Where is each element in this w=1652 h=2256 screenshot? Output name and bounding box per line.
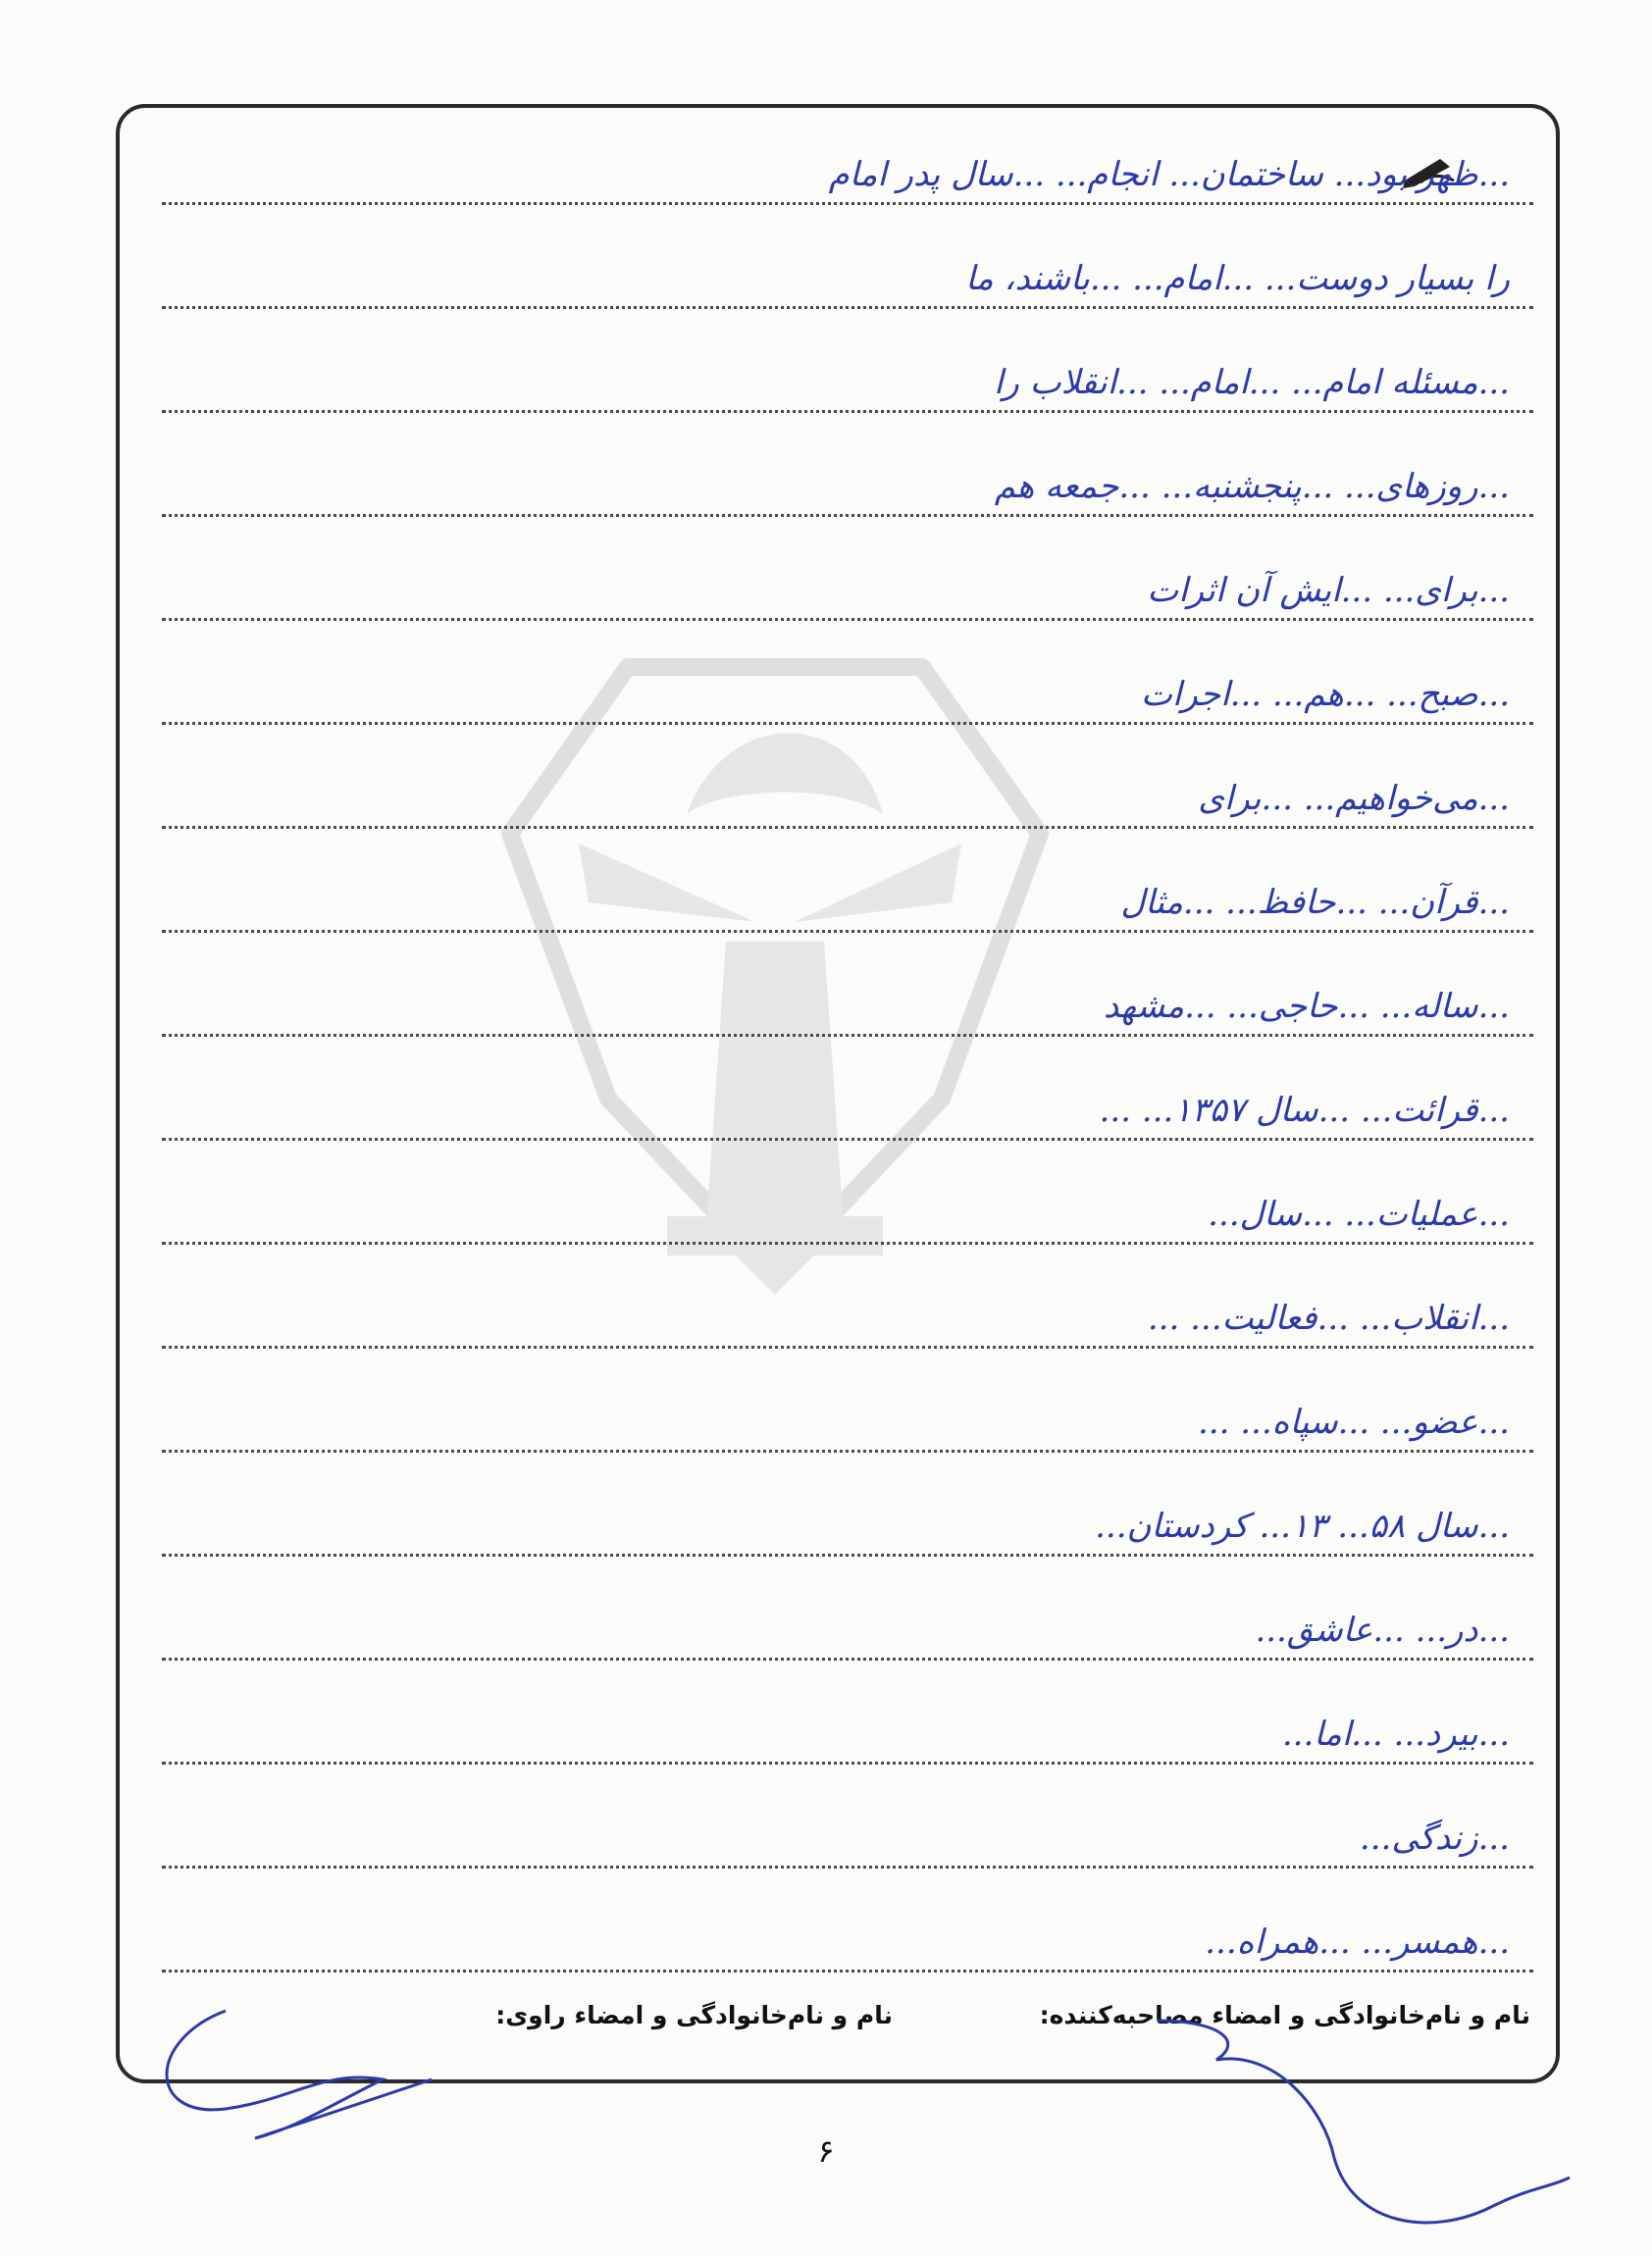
ruled-line <box>162 212 1533 309</box>
handwritten-text: ...همسر... ...همراه... <box>1205 1923 1510 1962</box>
ruled-line <box>162 1875 1533 1973</box>
handwritten-text: ...بیرد... ...اما... <box>1281 1715 1510 1754</box>
handwritten-text: ...زندگی... <box>1359 1819 1510 1858</box>
ruled-line <box>162 628 1533 725</box>
ruled-line <box>162 316 1533 413</box>
handwritten-text: را بسیار دوست... ...امام... ...باشند، ما <box>965 259 1510 298</box>
ruled-line <box>162 108 1533 205</box>
handwritten-text: ...در... ...عاشق... <box>1255 1611 1510 1650</box>
narrator-signature-label: نام و نام‌خانوادگی و امضاء راوی: <box>495 2001 893 2029</box>
handwritten-text: ...ساله... ...حاجی... ...مشهد <box>1104 987 1510 1026</box>
handwritten-text: ...سال ۵۸... ۱۳... کردستان... <box>1095 1507 1510 1546</box>
handwritten-text: ...روزهای... ...پنجشنبه... ...جمعه هم <box>994 467 1510 506</box>
handwritten-text: ...مسئله امام... ...امام... ...انقلاب را <box>993 363 1510 402</box>
ruled-line <box>162 940 1533 1037</box>
ruled-line <box>162 836 1533 933</box>
ruled-line <box>162 420 1533 517</box>
ruled-line <box>162 732 1533 829</box>
ruled-line <box>162 1252 1533 1349</box>
handwritten-text: ...قرآن... ...حافظ... ...مثال <box>1120 883 1510 922</box>
ruled-line <box>162 1460 1533 1557</box>
handwritten-text: ...برای... ...ایش آن اثرات <box>1147 571 1510 610</box>
ruled-line <box>162 1148 1533 1245</box>
handwritten-text: ...عضو... ...سپاه... ... <box>1198 1403 1510 1442</box>
handwritten-text: ...ظهر بود... ساختمان... انجام... ...سال پدر امام <box>828 155 1510 194</box>
ruled-line <box>162 1356 1533 1453</box>
handwritten-text: ...صبح... ...هم... ...اجرات <box>1140 675 1510 714</box>
page-number: ۶ <box>817 2132 835 2170</box>
handwritten-text: ...قرائت... ...سال ۱۳۵۷... ... <box>1099 1091 1510 1130</box>
handwritten-text: ...انقلاب... ...فعالیت... ... <box>1147 1299 1510 1338</box>
handwritten-text: ...می‌خواهیم... ...برای <box>1198 779 1510 818</box>
ruled-line <box>162 1667 1533 1765</box>
ruled-line <box>162 1771 1533 1869</box>
signature-footer <box>157 2001 1530 2040</box>
ruled-line <box>162 1564 1533 1661</box>
interviewer-signature-label: نام و نام‌خانوادگی و امضاء مصاحبه‌کننده: <box>1039 2001 1530 2029</box>
ruled-line <box>162 524 1533 621</box>
ruled-line <box>162 1044 1533 1141</box>
handwritten-text: ...عملیات... ...سال... <box>1208 1195 1510 1234</box>
